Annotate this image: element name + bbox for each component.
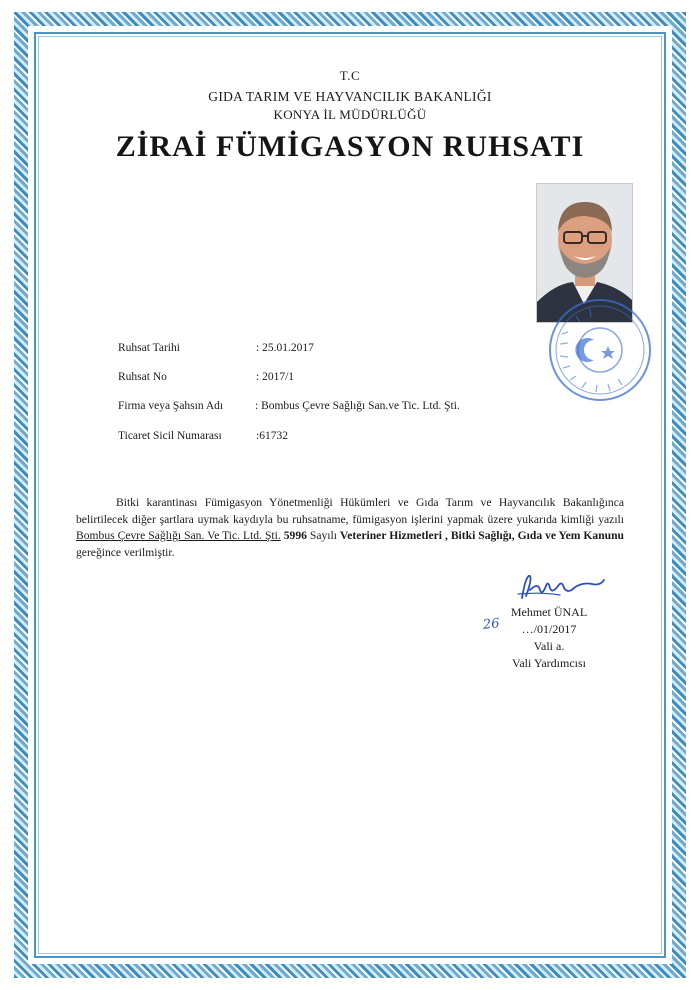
field-label: Firma veya Şahsın Adı — [118, 400, 224, 412]
header-ministry: GIDA TARIM VE HAYVANCILIK BAKANLIĞI — [208, 89, 492, 104]
signatory-date: …/01/2017 — [521, 622, 577, 636]
document-title: ZİRAİ FÜMİGASYON RUHSATI — [115, 130, 585, 163]
statement-mid: Sayılı — [309, 529, 337, 542]
field-trade-registry-no — [118, 430, 598, 448]
signatory-title: Vali Yardımcısı — [511, 656, 586, 670]
statement-law-name: Veteriner Hizmetleri , Bitki Sağlığı, Gıda ve Yem Kanunu — [339, 529, 625, 542]
field-value: : Bombus Çevre Sağlığı San.ve Tic. Ltd. Şti. — [255, 400, 460, 412]
field-licence-no — [118, 371, 598, 389]
field-licence-date — [118, 342, 598, 360]
field-label: Ruhsat Tarihi — [118, 342, 180, 354]
field-company-name — [118, 400, 598, 418]
header-tc: T.C — [339, 68, 361, 83]
statement-end: gereğince verilmiştir. — [76, 545, 175, 559]
statement-company: Bombus Çevre Sağlığı San. Ve Tic. Ltd. Şti. — [76, 529, 281, 542]
field-label: Ruhsat No — [118, 371, 167, 383]
signatory-name: Mehmet ÜNAL — [510, 605, 588, 619]
field-value: : 25.01.2017 — [256, 342, 314, 354]
handwritten-signature — [512, 568, 608, 604]
field-label: Ticaret Sicil Numarası — [118, 430, 222, 442]
signatory-block — [484, 604, 614, 672]
field-value: :61732 — [256, 430, 288, 442]
signatory-role: Vali a. — [533, 639, 565, 653]
statement-law-number: 5996 — [283, 529, 307, 542]
header-directorate: KONYA İL MÜDÜRLÜĞÜ — [273, 107, 427, 122]
statement-text: Bitki karantinası Fümigasyon Yönetmenliği Hükümleri ve Gıda Tarım ve Hayvancılık Bakanlığınca belirtilecek diğer şartlara uymak kaydıyla bu ruhsatname, fümigasyon işlerini yapmak üzere yukarıda kimliği yazılı — [76, 496, 624, 526]
field-value: : 2017/1 — [256, 371, 295, 383]
licence-statement — [76, 495, 624, 561]
handwritten-day: 26 — [482, 616, 501, 633]
